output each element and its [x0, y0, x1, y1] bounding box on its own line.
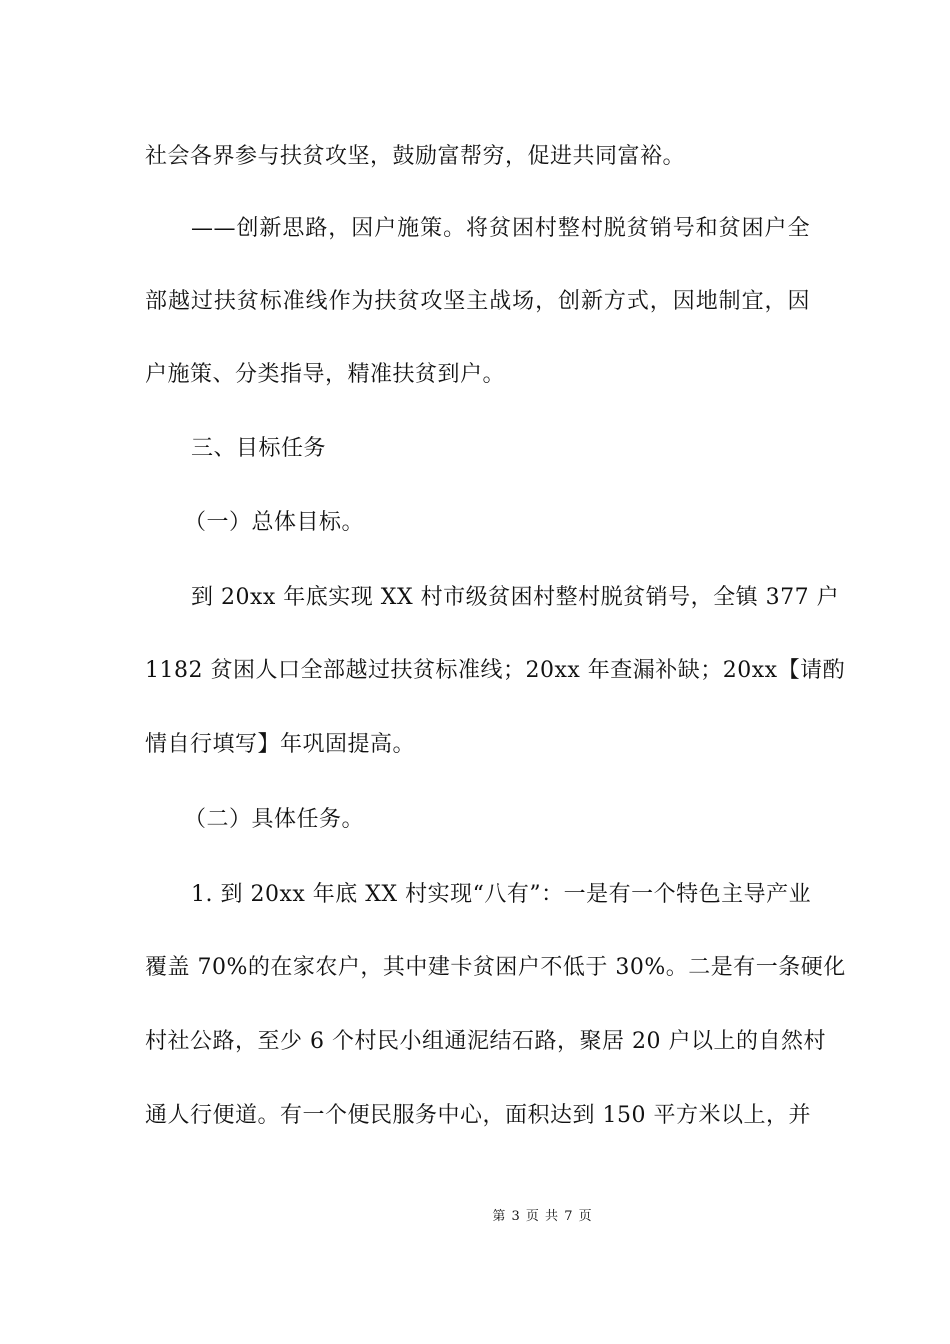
page-number-footer: 第 3 页 共 7 页: [492, 1209, 593, 1224]
subsection-heading: （二）具体任务。: [184, 807, 365, 832]
text-line: 部越过扶贫标准线作为扶贫攻坚主战场，创新方式，因地制宜，因: [145, 289, 810, 314]
text-line: 户施策、分类指导，精准扶贫到户。: [145, 362, 506, 387]
text-line: 社会各界参与扶贫攻坚，鼓励富帮穷，促进共同富裕。: [145, 144, 686, 169]
section-heading: 三、目标任务: [191, 436, 327, 461]
subsection-heading: （一）总体目标。: [184, 510, 365, 535]
text-line: 通人行便道。有一个便民服务中心，面积达到 150 平方米以上，并: [145, 1103, 811, 1128]
text-line: 覆盖 70%的在家农户，其中建卡贫困户不低于 30%。二是有一条硬化: [145, 955, 846, 980]
text-line: 村社公路，至少 6 个村民小组通泥结石路，聚居 20 户以上的自然村: [145, 1029, 826, 1054]
text-line: 到 20xx 年底实现 XX 村市级贫困村整村脱贫销号，全镇 377 户: [191, 585, 840, 610]
text-line: 情自行填写】年巩固提高。: [145, 732, 416, 757]
text-line: 1182 贫困人口全部越过扶贫标准线；20xx 年查漏补缺；20xx【请酌: [145, 658, 846, 683]
text-line: ——创新思路，因户施策。将贫困村整村脱贫销号和贫困户全: [191, 216, 810, 241]
text-line: 1. 到 20xx 年底 XX 村实现“八有”：一是有一个特色主导产业: [191, 882, 812, 907]
